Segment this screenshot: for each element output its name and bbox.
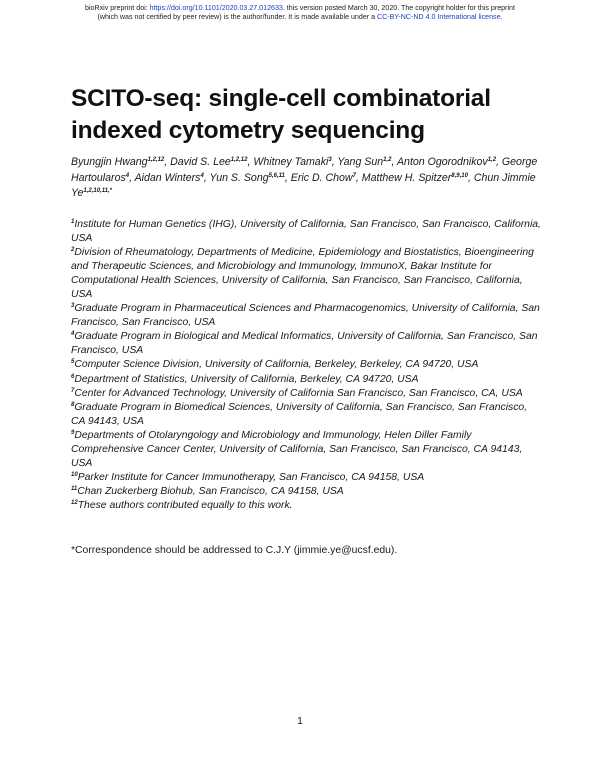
affiliation-item [71,218,541,246]
affiliation-item [71,373,541,387]
affiliation-text: Chan Zuckerberg Biohub, San Francisco, CA 94158, USA [77,485,344,497]
affiliation-text: Parker Institute for Cancer Immunotherapy, San Francisco, CA 94158, USA [77,471,425,483]
affiliation-item [71,302,541,330]
banner-period: . [500,13,503,21]
affiliation-text: Department of Statistics, University of California, Berkeley, CA 94720, USA [74,373,419,385]
affiliation-item [71,401,541,429]
banner-posted-text: . this version posted March 30, 2020. The copyright holder for this preprint [282,4,515,12]
affiliation-item [71,429,541,471]
paper-title: SCITO-seq: single-cell combinatorial indexed cytometry sequencing [71,85,491,144]
author-name: George Hartoularos [71,156,538,184]
affiliation-item [71,471,541,485]
affiliation-number: 3 [71,303,75,310]
affiliation-text: Departments of Otolaryngology and Microbiology and Immunology, Helen Diller Family Comprehensive Cancer Center, University of California, San Francisco, San Francisco, CA 94143, USA [71,429,523,469]
author-name: Yun S. Song [209,171,269,184]
affiliation-number: 5 [71,359,75,366]
affiliation-number: 8 [71,401,75,408]
banner-line-1 [0,4,600,13]
author-affiliation-marker: 5,6,11 [268,172,285,179]
license-link[interactable]: CC-BY-NC-ND 4.0 International license [377,13,501,21]
correspondence-note: *Correspondence should be addressed to C.J.Y (jimmie.ye@ucsf.edu). [71,545,398,556]
affiliation-item [71,358,541,372]
author-affiliation-marker: 4 [125,172,130,179]
author-affiliation-marker: 1,2 [383,157,392,163]
affiliation-number: 12 [71,499,78,506]
author-name: Anton Ogorodnikov [396,156,488,168]
affiliation-text: Graduate Program in Pharmaceutical Sciences and Pharmacogenomics, University of California, San Francisco, San Francisco, USA [71,303,540,329]
page-number: 1 [297,716,303,727]
author-name: Byungjin Hwang [71,156,148,168]
affiliation-item [71,330,541,358]
author-affiliation-marker: 3 [328,157,332,163]
affiliation-list [71,218,541,513]
author-name: David S. Lee [170,156,231,168]
affiliation-number: 2 [71,247,75,254]
doi-link[interactable]: https://doi.org/10.1101/2020.03.27.012633 [149,4,283,12]
author-name: Eric D. Chow [290,171,353,184]
affiliation-text: Center for Advanced Technology, University of California San Francisco, San Francisco, CA, USA [74,387,523,399]
author-affiliation-marker: 1,2,10,11,* [83,188,112,194]
banner-license-text: (which was not certified by peer review) is the author/funder. It is made available under a [97,13,378,21]
affiliation-number: 11 [71,485,78,492]
affiliation-item [71,387,541,401]
author-name: Aidan Winters [134,171,201,184]
affiliation-number: 7 [71,387,75,394]
author-name: Chun Jimmie Ye [71,171,536,199]
author-name: Matthew H. Spitzer [361,171,452,184]
affiliation-text: Computer Science Division, University of California, Berkeley, Berkeley, CA 94720, USA [74,359,479,371]
banner-doi-prefix: bioRxiv preprint doi: [85,4,150,12]
affiliation-text: These authors contributed equally to this work. [77,499,293,511]
affiliation-number: 9 [71,429,75,436]
affiliation-text: Graduate Program in Biological and Medical Informatics, University of California, San Francisco, San Francisco, USA [71,331,538,357]
affiliation-text: Institute for Human Genetics (IHG), University of California, San Francisco, San Francisco, California, USA [71,219,541,245]
preprint-banner [0,4,600,22]
affiliation-number: 10 [71,471,78,478]
author-list: Byungjin Hwang$^{1,2,12}$, David S. Lee$^{1,2,12}$, Whitney Tamaki$^3$, Yang Sun$^{1,2}$, Anton Ogorodnikov$^{1,2}$, George Hartoularos$^4$, Aidan Winters$^4$, Yun S. Song$^{5,6,11}$, Eric D. Chow$^7$, Matthew H. Spitzer$^{8,9,10}$, Chun Jimmie $Ye^{1,2,10,11,*}$ [71,156,538,199]
author-affiliation-marker: 7 [352,172,356,179]
affiliation-text: Graduate Program in Biomedical Sciences, University of California, San Francisco, San Francisco, CA 94143, USA [71,401,528,427]
author-affiliation-marker: 1,2,12 [230,157,248,163]
affiliation-item [71,485,541,499]
author-name: Yang Sun [337,156,384,168]
affiliation-item [71,499,541,513]
author-affiliation-marker: 4 [200,172,204,179]
affiliation-number: 6 [71,373,75,380]
author-affiliation-marker: 8,9,10 [451,172,468,179]
affiliation-item [71,246,541,302]
author-name: Whitney Tamaki [253,156,329,168]
affiliation-number: 1 [71,219,75,225]
affiliation-number: 4 [71,331,75,338]
author-affiliation-marker: 1,2,12 [147,157,165,163]
banner-line-2 [0,13,600,22]
author-affiliation-marker: 1,2 [487,157,497,163]
affiliation-text: Division of Rheumatology, Departments of Medicine, Epidemiology and Biostatistics, Bioengineering and Therapeutic Sciences, and Microbiology and Immunology, ImmunoX, Bakar Institute for Computational Health Sciences, University of California, San Francisco, San Francisco, California, USA [71,247,534,301]
